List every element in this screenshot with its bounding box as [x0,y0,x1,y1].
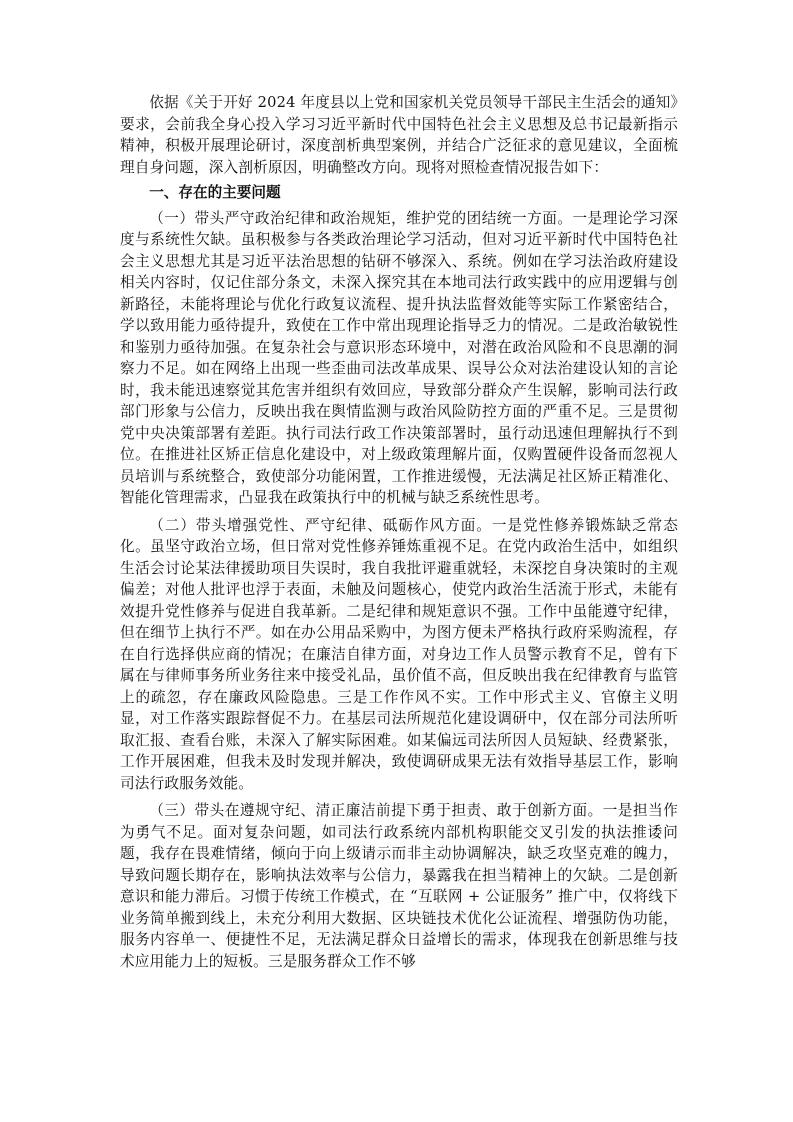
document-page [120,92,678,972]
paragraph-party-spirit: （二）带头增强党性、严守纪律、砥砺作风方面。一是党性修养锻炼缺乏常态化。虽坚守政治立场，但日常对党性修养锤炼重视不足。在党内政治生活中，如组织生活会讨论某法律援助项目失误时，我自我批评避重就轻，未深挖自身决策时的主观偏差；对他人批评也浮于表面，未触及问题核心，使党内政治生活流于形式，未能有效提升党性修养与促进自我革新。二是纪律和规矩意识不强。工作中虽能遵守纪律，但在细节上执行不严。如在办公用品采购中，为图方便未严格执行政府采购流程，存在自行选择供应商的情况；在廉洁自律方面，对身边工作人员警示教育不足，曾有下属在与律师事务所业务往来中接受礼品，虽价值不高，但反映出我在纪律教育与监管上的疏忽，存在廉政风险隐患。三是工作作风不实。工作中形式主义、官僚主义明显，对工作落实跟踪督促不力。在基层司法所规范化建设调研中，仅在部分司法所听取汇报、查看台账，未深入了解实际困难。如某偏远司法所因人员短缺、经费紧张，工作开展困难，但我未及时发现并解决，致使调研成果无法有效指导基层工作，影响司法行政服务效能。 [120,516,678,792]
section-heading-main-problems: 一、存在的主要问题 [149,184,281,201]
intro-paragraph: 依据《关于开好 2024 年度县以上党和国家机关党员领导干部民主生活会的通知》要求，会前我全身心投入学习习近平新时代中国特色社会主义思想及总书记最新指示精神，积极开展理论研讨，深度剖析典型案例，并结合广泛征求的意见建议，全面梳理自身问题，深入剖析原因，明确整改方向。现将对照检查情况报告如下： [120,94,678,176]
paragraph-political-discipline: （一）带头严守政治纪律和政治规矩，维护党的团结统一方面。一是理论学习深度与系统性欠缺。虽积极参与各类政治理论学习活动，但对习近平新时代中国特色社会主义思想尤其是习近平法治思想的钻研不够深入、系统。例如在学习法治政府建设相关内容时，仅记住部分条文，未深入探究其在本地司法行政实践中的应用逻辑与创新路径，未能将理论与优化行政复议流程、提升执法监督效能等实际工作紧密结合，学以致用能力亟待提升，致使在工作中常出现理论指导乏力的情况。二是政治敏锐性和鉴别力亟待加强。在复杂社会与意识形态环境中，对潜在政治风险和不良思潮的洞察力不足。如在网络上出现一些歪曲司法改革成果、误导公众对法治建设认知的言论时，我未能迅速察觉其危害并组织有效回应，导致部分群众产生误解，影响司法行政部门形象与公信力，反映出我在舆情监测与政治风险防控方面的严重不足。三是贯彻党中央决策部署有差距。执行司法行政工作决策部署时，虽行动迅速但理解执行不到位。在推进社区矫正信息化建设中，对上级政策理解片面，仅购置硬件设备而忽视人员培训与系统整合，致使部分功能闲置，工作推进缓慢，无法满足社区矫正精准化、智能化管理需求，凸显我在政策执行中的机械与缺乏系统性思考。 [120,209,678,506]
paragraph-responsibility-innovation: （三）带头在遵规守纪、清正廉洁前提下勇于担责、敢于创新方面。一是担当作为勇气不足。面对复杂问题，如司法行政系统内部机构职能交叉引发的执法推诿问题，我存在畏难情绪，倾向于向上级请示而非主动协调解决，缺乏攻坚克难的魄力，导致问题长期存在，影响执法效率与公信力，暴露我在担当精神上的欠缺。二是创新意识和能力滞后。习惯于传统工作模式，在 “互联网 + 公证服务” 推广中，仅将线下业务简单搬到线上，未充分利用大数据、区块链技术优化公证流程、增强防伪功能，服务内容单一、便捷性不足，无法满足群众日益增长的需求，体现我在创新思维与技术应用能力上的短板。三是服务群众工作不够 [120,802,678,970]
